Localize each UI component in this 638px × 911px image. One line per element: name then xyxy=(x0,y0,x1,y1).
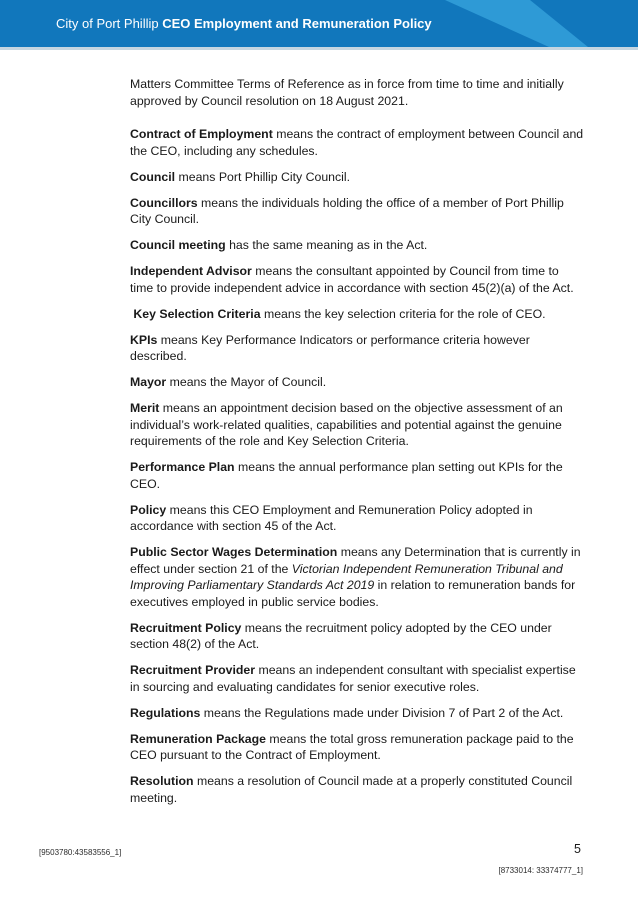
definition-paragraph xyxy=(130,400,584,450)
intro-paragraph: Matters Committee Terms of Reference as in force from time to time and initially approved by Council resolution on 18 August 2021. xyxy=(130,77,564,108)
definition-term: Recruitment Policy xyxy=(130,620,242,635)
definition-text: means the total gross remuneration package paid to the CEO pursuant to the Contract of Employment. xyxy=(130,731,574,762)
definition-paragraph xyxy=(130,263,584,296)
definition-term: Policy xyxy=(130,502,167,517)
definition-text: means the Mayor of Council. xyxy=(166,375,327,389)
definition-term: Recruitment Provider xyxy=(130,663,256,677)
definition-text: means the annual performance plan setting out KPIs for the CEO. xyxy=(130,460,563,491)
header-banner xyxy=(0,0,638,47)
definition-text: means the consultant appointed by Council from time to time to provide independent advice in accordance with section 45(2)(a) of the Act. xyxy=(130,264,574,295)
definition-term: Independent Advisor xyxy=(130,264,252,278)
footer-reference-right: [8733014: 33374777_1] xyxy=(498,866,583,875)
definition-term: Councillors xyxy=(130,195,198,210)
definition-text: means Port Phillip City Council. xyxy=(175,169,351,184)
definition-paragraph xyxy=(130,731,584,764)
definition-text: means any Determination that is currently in effect under section 21 of the xyxy=(130,545,581,576)
definition-term: Regulations xyxy=(130,705,201,720)
definition-term: KPIs xyxy=(130,332,158,347)
header-title xyxy=(56,0,432,47)
header-divider xyxy=(0,47,638,50)
definition-paragraph xyxy=(130,544,584,610)
definition-paragraph xyxy=(130,195,584,228)
definition-term: Resolution xyxy=(130,774,194,788)
definition-term: Remuneration Package xyxy=(130,731,266,746)
definition-term: Public Sector Wages Determination xyxy=(130,545,338,559)
header-title-prefix: City of Port Phillip xyxy=(56,16,163,31)
definition-paragraph xyxy=(130,126,584,159)
definition-paragraph xyxy=(130,237,584,254)
definition-paragraph xyxy=(130,169,584,186)
definition-term: Mayor xyxy=(130,375,167,389)
definition-text: means the individuals holding the office of a member of Port Phillip City Council. xyxy=(130,195,564,226)
definition-paragraph xyxy=(130,773,584,806)
definition-text: means the contract of employment between Council and the CEO, including any schedules. xyxy=(130,127,584,158)
definition-text: means Key Performance Indicators or performance criteria however described. xyxy=(130,332,530,363)
definition-text: means an independent consultant with specialist expertise in sourcing and evaluating candidates for senior executive roles. xyxy=(130,663,576,694)
definition-paragraph xyxy=(130,502,584,535)
definition-term: Council meeting xyxy=(130,238,226,252)
definition-text: means the key selection criteria for the role of CEO. xyxy=(260,306,546,321)
definition-text: means an appointment decision based on the objective assessment of an individual’s work-related qualities, capabilities and potential against the genuine requirements of the role and Key Selection Criteria. xyxy=(130,401,563,448)
definition-paragraph xyxy=(130,620,584,653)
definition-paragraph xyxy=(130,705,584,722)
definitions-list xyxy=(130,126,584,806)
definition-text: in relation to remuneration bands for executives employed in public service bodies. xyxy=(130,578,576,609)
definition-text: means the Regulations made under Division 7 of Part 2 of the Act. xyxy=(200,705,564,720)
footer-reference-left: [9503780:43583556_1] xyxy=(39,848,122,857)
definition-term: Performance Plan xyxy=(130,460,235,474)
definition-paragraph xyxy=(130,306,584,323)
definition-text: has the same meaning as in the Act. xyxy=(225,238,428,252)
definition-term: Key Selection Criteria xyxy=(130,306,261,321)
definition-text: means the recruitment policy adopted by the CEO under section 48(2) of the Act. xyxy=(130,620,552,651)
definition-term: Council xyxy=(130,169,176,184)
header-title-main: CEO Employment and Remuneration Policy xyxy=(162,16,432,31)
definition-paragraph xyxy=(130,374,584,391)
definition-paragraph xyxy=(130,662,584,695)
definition-term: Merit xyxy=(130,401,160,415)
definition-paragraph xyxy=(130,332,584,365)
definition-text: means this CEO Employment and Remuneration Policy adopted in accordance with section 45 of the Act. xyxy=(130,502,533,533)
definition-term: Contract of Employment xyxy=(130,127,273,141)
definition-act-title: Victorian Independent Remuneration Tribunal and Improving Parliamentary Standards Act 2019 xyxy=(130,561,563,592)
document-body xyxy=(130,76,584,816)
definition-paragraph xyxy=(130,459,584,492)
page-number: 5 xyxy=(574,842,581,856)
definition-text: means a resolution of Council made at a properly constituted Council meeting. xyxy=(130,774,573,805)
